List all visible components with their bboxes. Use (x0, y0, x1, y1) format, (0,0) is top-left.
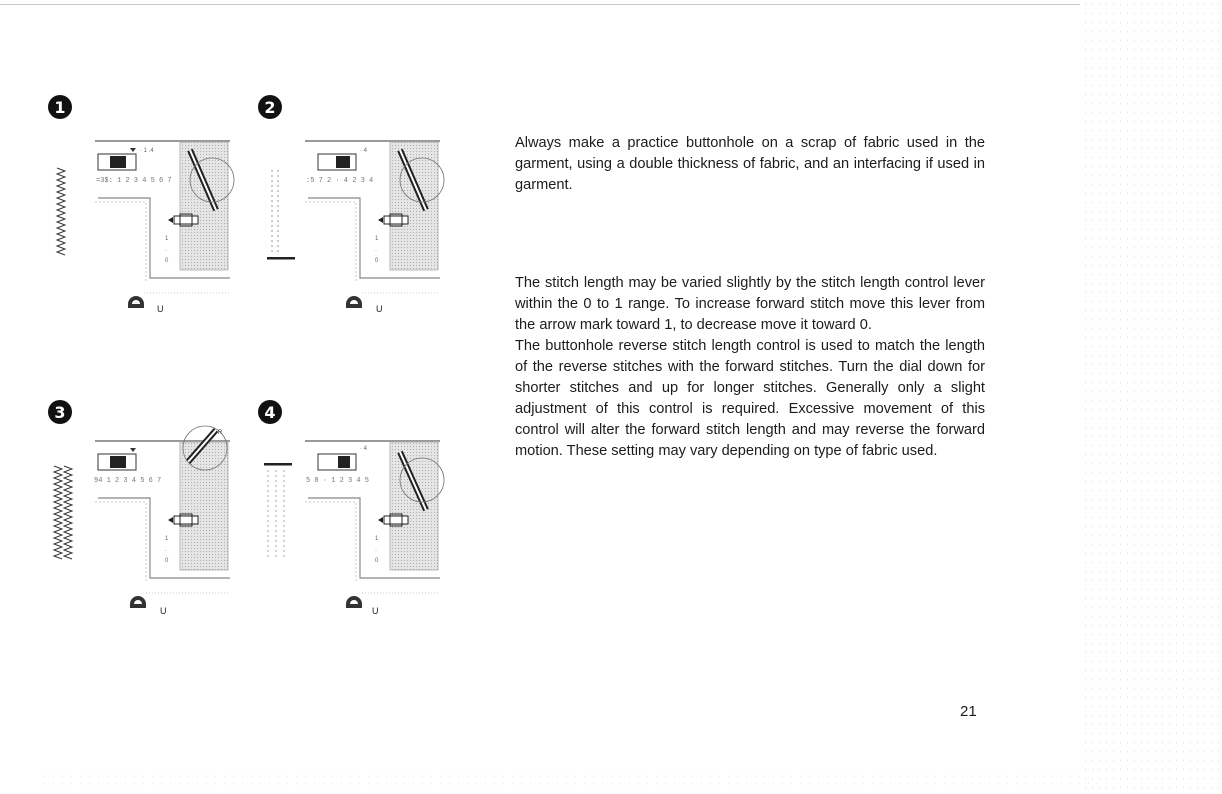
svg-text:1: 1 (375, 536, 379, 542)
svg-text:0: 0 (165, 258, 169, 264)
dial-indicator-label-4: U (372, 606, 379, 616)
dial-indicator-label-2: U (376, 304, 383, 314)
svg-text:0: 0 (375, 258, 379, 264)
dial-indicator-label-1: U (157, 304, 164, 314)
svg-text:1: 1 (375, 236, 379, 242)
figure-step-2 (250, 90, 450, 314)
stitch-sample-zigzag (57, 168, 65, 255)
instruction-paragraph-1: The stitch length may be varied slightly by the stitch length control lever within the 0 to 1 range. To increase forward stitch move this lever from the arrow mark toward 1, to decrease move it toward 0. (515, 275, 985, 333)
svg-text:1: 1 (165, 536, 169, 542)
figure-step-1 (40, 90, 240, 314)
machine-settings-diagram-2 (250, 90, 450, 314)
step-badge-4: 4 (258, 400, 282, 424)
svg-text::5 7 2 · 4 2 3 4: :5 7 2 · 4 2 3 4 (306, 177, 374, 185)
svg-text:·: · (165, 548, 167, 554)
svg-text:·: · (375, 248, 377, 254)
svg-text:0: 0 (165, 558, 169, 564)
instruction-paragraph-2: The buttonhole reverse stitch length control is used to match the length of the reverse stitches with the forward stitches. Turn the dial down for shorter stitches and up for longer stitches. Generally only a slight adjustment of this control is required. Excessive movement of this control will alter the forward stitch length and may reverse the forward motion. These setting may vary depending on type of fabric used. (515, 338, 985, 459)
figure-step-3 (40, 400, 240, 616)
practice-note-text: Always make a practice buttonhole on a scrap of fabric used in the garment, using a double thickness of fabric, and an interfacing if used in garment. (515, 135, 985, 193)
svg-text:·: · (165, 248, 167, 254)
svg-text:·: · (375, 548, 377, 554)
svg-text:· 1 .4: · 1 .4 (140, 148, 154, 154)
svg-text:R: R (218, 430, 223, 436)
machine-settings-diagram-1 (40, 90, 240, 314)
svg-text:5 8 · 1 2 3 4 5: 5 8 · 1 2 3 4 5 (306, 477, 370, 485)
svg-text:=3$: 1 2 3 4 5 6 7: =3$: 1 2 3 4 5 6 7 (96, 177, 172, 185)
step-badge-1: 1 (48, 95, 72, 119)
top-rule (0, 4, 1080, 5)
machine-settings-diagram-3 (40, 400, 240, 620)
dial-indicator-label-3: U (160, 606, 167, 616)
svg-text:· 4: · 4 (360, 446, 368, 452)
page-number: 21 (960, 703, 977, 720)
machine-settings-diagram-4 (250, 400, 450, 620)
svg-text:0: 0 (375, 558, 379, 564)
scan-bottom-texture (40, 766, 1100, 794)
practice-note (515, 133, 985, 196)
svg-text:94 1 2 3 4 5 6 7: 94 1 2 3 4 5 6 7 (94, 477, 162, 485)
figure-step-4 (250, 400, 450, 616)
svg-text:· 4: · 4 (360, 148, 368, 154)
svg-text:1: 1 (165, 236, 169, 242)
stitch-length-instructions (515, 273, 985, 462)
step-badge-3: 3 (48, 400, 72, 424)
step-badge-2: 2 (258, 95, 282, 119)
scan-edge-texture (1082, 0, 1222, 794)
